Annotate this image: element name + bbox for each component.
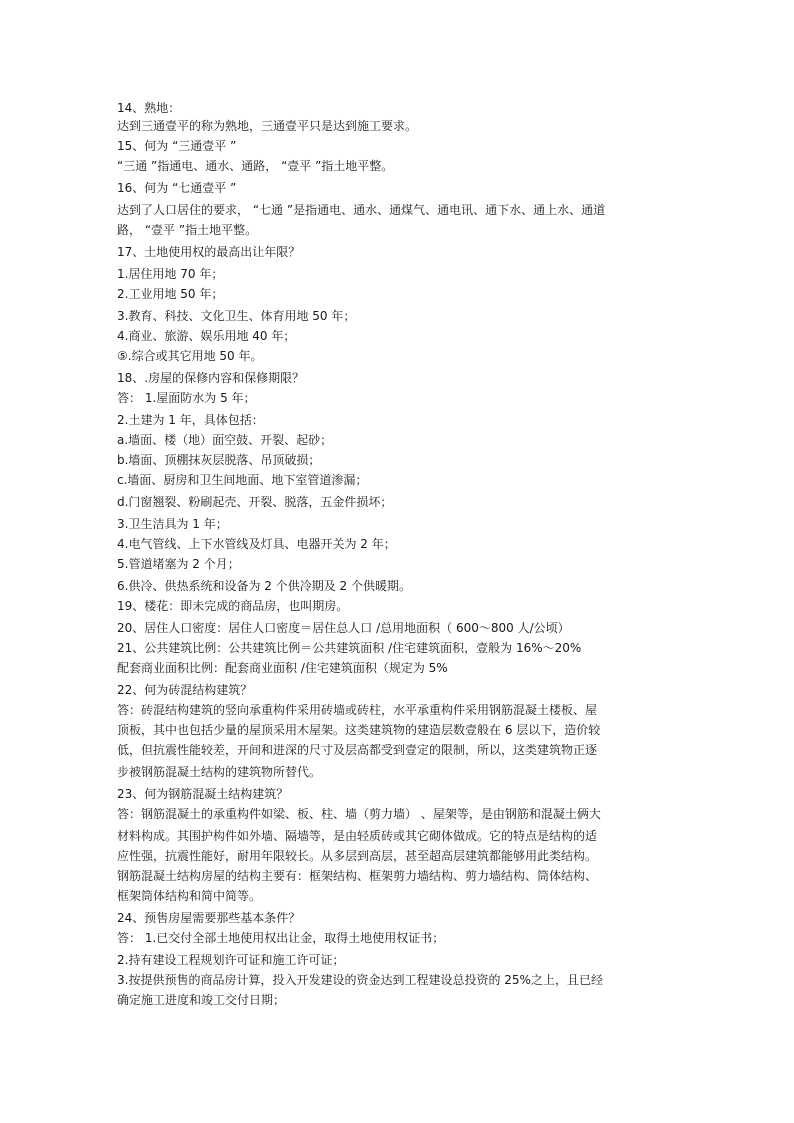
text-line: 22、何为砖混结构建筑？ (117, 683, 253, 697)
text-line: 1.居住用地 70 年； (117, 267, 224, 281)
text-line: 钢筋混凝土结构房屋的结构主要有：框架结构、框架剪力墙结构、剪力墙结构、筒体结构、 (117, 869, 598, 883)
text-line: 21、公共建筑比例：公共建筑比例＝公共建筑面积 /住宅建筑面积，壹般为 16%～20% (117, 641, 582, 655)
text-line: 材料构成。其围护构件如外墙、隔墙等，是由轻质砖或其它砌体做成。它的特点是结构的适 (117, 829, 598, 843)
text-line: 4.电气管线、上下水管线及灯具、电器开关为 2 年； (117, 537, 396, 551)
text-line: 达到了人口居住的要求， “七通 ”是指通电、通水、通煤气、通电讯、通下水、通上水、通道 (117, 203, 606, 217)
text-line: 23、何为钢筋混凝土结构建筑？ (117, 787, 289, 801)
text-line: 顶板，其中也包括少量的屋顶采用木屋架。这类建筑物的建造层数壹般在 6 层以下，造价较 (117, 723, 601, 737)
text-line: 低，但抗震性能较差，开间和进深的尺寸及层高都受到壹定的限制，所以，这类建筑物正逐 (117, 743, 598, 757)
text-line: b.墙面、顶棚抹灰层脱落、吊顶破损； (117, 453, 321, 467)
text-line: 24、预售房屋需要那些基本条件？ (117, 911, 301, 925)
text-line: 16、何为 “七通壹平 ” (117, 181, 237, 195)
text-line: 3.按提供预售的商品房计算，投入开发建设的资金达到工程建设总投资的 25%之上，且已经 (117, 973, 603, 987)
text-line: a.墙面、楼（地）面空鼓、开裂、起砂； (117, 433, 333, 447)
text-line: 2.持有建设工程规划许可证和施工许可证； (117, 953, 345, 967)
text-line: ⑤.综合或其它用地 50 年。 (117, 349, 263, 363)
text-line: 17、土地使用权的最高出让年限？ (117, 245, 301, 259)
text-line: 18、.房屋的保修内容和保修期限？ (117, 371, 305, 385)
text-line: 19、楼花：即未完成的商品房，也叫期房。 (117, 599, 349, 613)
text-line: 答： 1.屋面防水为 5 年； (117, 391, 256, 405)
text-line: 配套商业面积比例：配套商业面积 /住宅建筑面积（规定为 5% (117, 661, 448, 675)
text-line: 应性强，抗震性能好，耐用年限较长。从多层到高层，甚至超高层建筑都能够用此类结构。 (117, 849, 598, 863)
text-line: 3.卫生洁具为 1 年； (117, 517, 228, 531)
text-line: 步被钢筋混凝土结构的建筑物所替代。 (117, 765, 322, 779)
text-line: 14、熟地： (117, 101, 181, 115)
text-line: 2.工业用地 50 年； (117, 287, 224, 301)
text-line: 确定施工进度和竣工交付日期； (117, 993, 286, 1007)
text-line: 2.土建为 1 年，具体包括： (117, 413, 264, 427)
text-line: “三通 ”指通电、通水、通路， “壹平 ”指土地平整。 (117, 159, 394, 173)
text-line: 20、居住人口密度：居住人口密度＝居住总人口 /总用地面积（ 600～800 人/公顷） (117, 621, 570, 635)
text-line: 答：钢筋混凝土的承重构件如梁、板、柱、墙（剪力墙） 、屋架等，是由钢筋和混凝土俩大 (117, 807, 601, 821)
text-line: 3.教育、科技、文化卫生、体育用地 50 年； (117, 309, 356, 323)
text-line: 答：砖混结构建筑的竖向承重构件采用砖墙或砖柱，水平承重构件采用钢筋混凝土楼板、屋 (117, 703, 598, 717)
text-line: 6.供冷、供热系统和设备为 2 个供冷期及 2 个供暖期。 (117, 579, 411, 593)
text-line: 15、何为 “三通壹平 ” (117, 139, 237, 153)
text-line: 路， “壹平 ”指土地平整。 (117, 223, 258, 237)
text-line: 答： 1.已交付全部土地使用权出让金，取得土地使用权证书； (117, 931, 445, 945)
text-line: 5.管道堵塞为 2 个月； (117, 557, 240, 571)
text-line: c.墙面、厨房和卫生间地面、地下室管道渗漏； (117, 473, 368, 487)
text-line: 框架筒体结构和简中简等。 (117, 889, 262, 903)
text-line: d.门窗翘裂、粉刷起壳、开裂、脱落，五金件损坏； (117, 495, 393, 509)
text-line: 达到三通壹平的称为熟地，三通壹平只是达到施工要求。 (117, 119, 418, 133)
text-line: 4.商业、旅游、娱乐用地 40 年； (117, 329, 296, 343)
